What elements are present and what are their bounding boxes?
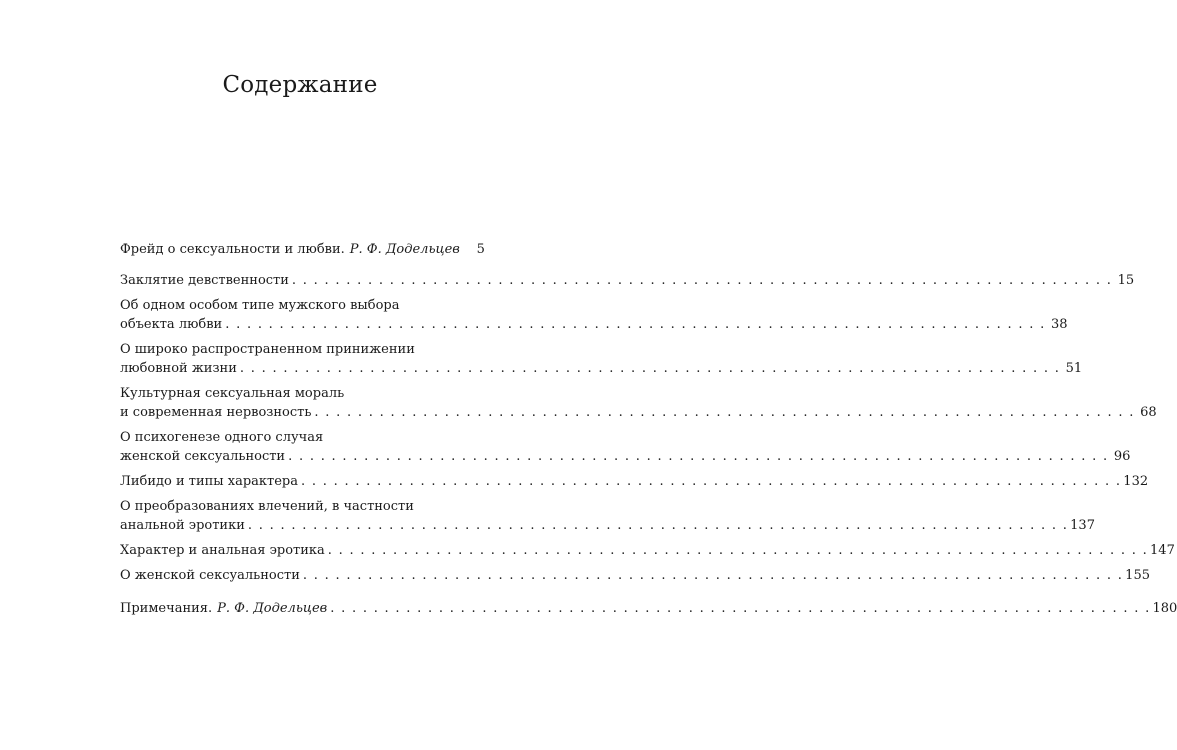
toc-entry-author: Р. Ф. Додельцев [349, 242, 460, 257]
toc-entry-title: Либидо и типы характера [120, 474, 299, 489]
table-of-contents [120, 240, 1177, 618]
toc-entry [120, 271, 1135, 290]
toc-entry-title: объекта любви [120, 317, 223, 332]
toc-entry-page: 68 [1140, 405, 1157, 420]
toc-entry-title: любовной жизни [120, 361, 237, 376]
dot-leader [292, 271, 1112, 290]
toc-entry-page: 180 [1152, 601, 1177, 616]
dot-leader [248, 516, 1068, 535]
toc-entry-page: 96 [1113, 449, 1131, 464]
toc-entry-title: Примечания. [120, 601, 213, 616]
dot-leader [330, 599, 1150, 618]
toc-entry-title: анальной эротики [120, 518, 245, 533]
dot-leader [314, 403, 1134, 422]
toc-entry-title-line: О преобразованиях влечений, в частности [120, 499, 414, 514]
dot-leader [240, 359, 1060, 378]
toc-entry [120, 296, 1068, 334]
toc-entry-title-line: О психогенезе одного случая [120, 430, 324, 445]
toc-entry-title: Фрейд о сексуальности и любви. [120, 242, 345, 257]
toc-entry-title: и современная нервозность [120, 405, 312, 420]
toc-entry-title: О женской сексуальности [120, 568, 300, 583]
toc-entry-page: 5 [476, 242, 485, 257]
toc-entry [120, 384, 1157, 422]
page-title: Содержание [222, 72, 378, 98]
toc-entry-page: 15 [1117, 273, 1135, 288]
dot-leader [328, 541, 1148, 560]
dot-leader [225, 315, 1045, 334]
toc-entry [120, 497, 1095, 535]
dot-leader [288, 447, 1108, 466]
toc-entry-page: 137 [1070, 518, 1095, 533]
toc-entry-title-line: О широко распространенном принижении [120, 342, 415, 357]
toc-entry [120, 566, 1150, 585]
toc-entry-page: 38 [1050, 317, 1068, 332]
toc-entry [120, 340, 1083, 378]
dot-leader [301, 472, 1121, 491]
toc-entry-intro [120, 240, 485, 259]
toc-entry [120, 541, 1175, 560]
toc-entry-title: Характер и анальная эротика [120, 543, 325, 558]
toc-entry-page: 51 [1065, 361, 1083, 376]
toc-entry [120, 428, 1131, 466]
toc-entry-title-line: Об одном особом типе мужского выбора [120, 298, 400, 313]
toc-entry-title: Заклятие девственности [120, 273, 289, 288]
toc-entry-title-line: Культурная сексуальная мораль [120, 386, 345, 401]
toc-entry-author: Р. Ф. Додельцев [217, 601, 328, 616]
toc-entry-page: 147 [1150, 543, 1175, 558]
toc-entry-notes [120, 599, 1177, 618]
toc-entry-page: 155 [1125, 568, 1150, 583]
toc-entry-title: женской сексуальности [120, 449, 286, 464]
toc-entry-page: 132 [1123, 474, 1149, 489]
dot-leader [303, 566, 1123, 585]
toc-entry [120, 472, 1149, 491]
